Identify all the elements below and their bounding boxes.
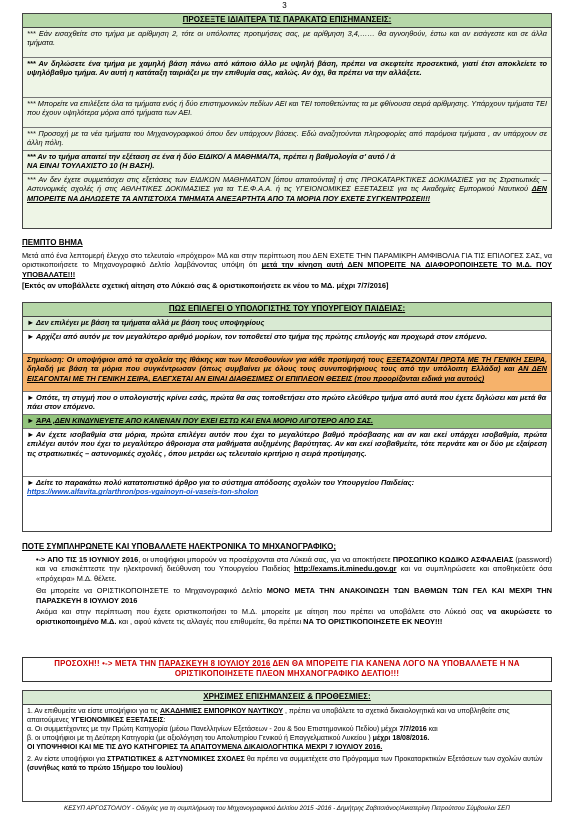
note-4: *** Προσοχή με τα νέα τμήματα του Μηχανογραφικού όπου δεν υπάρχουν βάσεις. Εδώ αναζητούνται πληροφορίες από παρόμοια τμήματα , αν υπάρχουν σε άλλη πόλη. <box>23 128 551 151</box>
arrow-bullet-icon: ► <box>27 477 35 487</box>
deadline-2-text2: θα πρέπει να συμμετέχετε στο Πρόγραμμα των Προκαταρκτικών Εξετάσεων των σχολών αυτών <box>244 755 543 763</box>
submission-start-date: •-> ΑΠΟ ΤΙΣ 15 ΙΟΥΝΙΟΥ 2016 <box>36 554 139 564</box>
rule-3-note <box>23 354 551 392</box>
submission-section <box>22 542 552 627</box>
rule-7 <box>23 477 551 500</box>
deadline-2 <box>27 755 547 773</box>
deadline-a-date: 7/7/2016 <box>399 726 427 734</box>
arrow-bullet-icon: ► <box>27 392 35 402</box>
note-6 <box>23 174 551 212</box>
arrow-bullet-icon: ► <box>27 331 35 341</box>
warning-box <box>22 657 552 682</box>
rule-3-general: ΕΞΕΤΑΖΟΝΤΑΙ ΠΡΩΤΑ ΜΕ ΤΗ ΓΕΝΙΚΗ ΣΕΙΡΑ <box>386 354 545 364</box>
note-1: *** Εάν εισαχθείτε στο τμήμα με αρίθμηση 2, τότε οι υπόλοιπες προτιμήσεις σας, με αρίθμηση 3,4,…… θα αγνοηθούν, έστω και αν εισάγεστε και σε άλλα τμήματα. <box>23 28 551 58</box>
fifth-step-note: [Εκτός αν υποβάλλετε σχετική αίτηση στο Λύκειό σας & οριστικοποιήσετε εκ νέου το ΜΔ. μέχρι 7/7/2016] <box>22 280 389 290</box>
deadlines-title: ΧΡΗΣΙΜΕΣ ΕΠΙΣΗΜΑΝΣΕΙΣ & ΠΡΟΘΕΣΜΙΕΣ: <box>23 691 551 705</box>
deadline-1-text2: , πρέπει να υποβάλετε τα σχετικά δικαιολογητικά και να υποβληθείτε στις απαιτούμενες <box>27 707 510 724</box>
attention-notes-box <box>22 13 552 229</box>
rule-3-extra: ΑΝ ΔΕΝ ΕΙΣΑΓΟΝΤΑΙ ΜΕ ΤΗ ΓΕΝΙΚΗ ΣΕΙΡΑ, ΕΛΕΓΧΕΤΑΙ ΑΝ ΕΙΝΑΙ ΔΙΑΘΕΣΙΜΕΣ ΟΙ ΕΠΙΠΛΕΟΝ ΘΕΣΕΙΣ (που προορίζονται ειδικά για αυτούς) <box>27 364 547 384</box>
rule-3-mid: , δηλαδή με βάση τα μόρια που συγκέντρωσαν (όπως συμβαίνει με όλους τους συνυποψήφιους τους από την υπόλοιπη Ελλάδα) και <box>27 354 547 374</box>
rule-5 <box>23 415 551 429</box>
exams-url-link[interactable]: http://exams.it.minedu.gov.gr <box>294 564 397 574</box>
rule-2 <box>23 331 551 354</box>
note-5-text: *** Αν το τμήμα απαιτεί την εξέταση σε ένα ή δύο ΕΙΔΙΚΟ/ Α ΜΑΘΗΜΑ/ΤΑ, πρέπει η βαθμολογία σ' αυτό / ά <box>27 151 396 161</box>
submission-title: ΠΟΤΕ ΣΥΜΠΛΗΡΩΝΕΤΕ ΚΑΙ ΥΠΟΒΑΛΛΕΤΕ ΗΛΕΚΤΡΟΝΙΚΑ ΤΟ ΜΗΧΑΝΟΓΡΑΦΙΚΟ; <box>22 542 337 551</box>
arrow-bullet-icon: ► <box>27 415 35 425</box>
fifth-step-body <box>22 251 552 280</box>
note-6-text: *** Αν δεν έχετε συμμετάσχει στις εξετάσεις των ΕΙΔΙΚΩΝ ΜΑΘΗΜΑΤΩΝ [όπου απαιτούνται] ή στις ΠΡΟΚΑΤΑΡΚΤΙΚΕΣ ΔΟΚΙΜΑΣΙΕΣ για τις Στρατιωτικές – Αστυνομικές σχολές ή στις ΑΘΛΗΤΙΚΕΣ ΔΟΚΙΜΑΣΙΕΣ για τα Τ.Ε.Φ.Α.Α. ή τις ΥΓΕΙΟΝΟΜΙΚΕΣ ΕΞΕΤΑΣΕΙΣ για τις Ακαδημίες Εμπορικού Ναυτικού <box>27 174 547 194</box>
cancel-finalized: να ακυρώσετε το οριστικοποιημένο Μ.Δ. <box>36 607 552 627</box>
note-2: *** Αν δηλώσετε ένα τμήμα με χαμηλή βάση πάνω από κάποιο άλλο με υψηλή βάση, πρέπει να σκεφτείτε προσεκτικά, γιατί έτσι αποκλείετε το υψηλόβαθμο τμήμα. Αν αυτή η κατάταξη ταιριάζει με την επιθυμία σας, καλώς. Αν όχι, θα πρέπει να την αλλάξετε. <box>23 58 551 98</box>
submission-p1-text3: και να συμπληρώσετε και αποθηκεύετε όσα «πρόχειρα» Μ.Δ. θέλετε. <box>36 564 552 584</box>
deadline-1-text3: : <box>163 716 166 724</box>
rule-3-text: Σημείωση: Οι υποψήφιοι από τα σχολεία της Ιθάκης και των Μεσοθουνίων για κάθε προτίμησή τους <box>27 354 387 364</box>
refinalize: ΝΑ ΤΟ ΟΡΙΣΤΙΚΟΠΟΙΗΣΕΤΕ ΕΚ ΝΕΟΥ!!! <box>303 617 443 627</box>
submission-p2-text: Θα μπορείτε να ΟΡΙΣΤΙΚΟΠΟΙΗΣΕΤΕ το Μηχανογραφικό Δελτίο <box>36 585 267 595</box>
rule-6-text: Αν έχετε ισοβαθμία στα μόρια, πρώτα επιλέγει αυτόν που έχει το μεγαλύτερο βαθμό πρόσβασης και αν και εκεί υπάρχει ισοβαθμία, πρώτα επιλέγει αυτόν που έχει το μεγαλύτερο άθροισμα στα μαθήματα αυξημένης βαρύτητας. Αν και εκεί ισοβαθμείτε, τότε περνάτε και οι δύο με εξαίρεση τις στρατιωτικές – αστυνομικές σχολές , όπου μετράει ως τελευταίο κριτήριο η σειρά προτίμησης. <box>27 429 547 459</box>
arrow-bullet-icon: ► <box>27 317 35 327</box>
attention-notes-title: ΠΡΟΣΕΞΤΕ ΙΔΙΑΙΤΕΡΑ ΤΙΣ ΠΑΡΑΚΑΤΩ ΕΠΙΣΗΜΑΝΣΕΙΣ: <box>23 14 551 28</box>
military-schools: ΣΤΡΑΤΙΩΤΙΚΕΣ & ΑΣΤΥΝΟΜΙΚΕΣ ΣΧΟΛΕΣ <box>107 755 245 763</box>
article-link[interactable]: https://www.alfavita.gr/arthron/pos-vgainoyn-oi-vaseis-ton-sholon <box>27 487 259 497</box>
deadline-docs-date: ΤΑ ΑΠΑΙΤΟΥΜΕΝΑ ΔΙΚΑΙΟΛΟΓΗΤΙΚΑ ΜΕΧΡΙ 7 ΙΟΥΛΙΟΥ 2016. <box>179 744 383 752</box>
merchant-marine: ΑΚΑΔΗΜΙΕΣ ΕΜΠΟΡΙΚΟΥ ΝΑΥΤΙΚΟΥ <box>159 707 284 715</box>
deadline-b <box>27 734 547 743</box>
deadline-2-period: (συνήθως κατά το πρώτο 15ήμερο του Ιουλίου) <box>27 764 183 772</box>
deadline-2-text: 2. Αν είστε υποψήφιοι για <box>27 755 108 763</box>
submission-p1-text: , οι υποψήφιοι μπορούν να προσέρχονται στα Λύκειά σας, για να αποκτήσετε <box>138 554 393 564</box>
rule-6 <box>23 429 551 477</box>
rule-4 <box>23 392 551 415</box>
deadline-docs-text: ΟΙ ΥΠΟΨΗΦΙΟΙ ΚΑΙ ΜΕ ΤΙΣ ΔΥΟ ΚΑΤΗΓΟΡΙΕΣ <box>27 744 180 752</box>
warning-text2: ΔΕΝ ΘΑ ΜΠΟΡΕΙΤΕ ΓΙΑ ΚΑΝΕΝΑ ΛΟΓΟ ΝΑ ΥΠΟΒΑΛΛΕΤΕ Η ΝΑ ΟΡΙΣΤΙΚΟΠΟΙΗΣΕΤΕ ΠΛΕΟΝ ΜΗΧΑΝΟΓΡΑΦΙΚΟ ΔΕΛΤΙΟ!!! <box>174 659 520 679</box>
security-code: ΠΡΟΣΩΠΙΚΟ ΚΩΔΙΚΟ ΑΣΦΑΛΕΙΑΣ <box>392 554 514 564</box>
fifth-step-title: ΠΕΜΠΤΟ ΒΗΜΑ <box>22 238 83 247</box>
deadline-docs <box>27 743 547 752</box>
warning-text: ΜΕΤΑ ΤΗΝ <box>112 659 159 668</box>
rule-7-text: Δείτε το παρακάτω πολύ κατατοπιστικό άρθρο για το σύστημα απόδοσης σχολών του Υπουργείου Παιδείας: <box>36 477 415 487</box>
submission-p3-text2: και , αφού κάνετε τις αλλαγές που επιθυμείτε, θα πρέπει <box>116 617 304 627</box>
health-exams: ΥΓΕΙΟΝΟΜΙΚΕΣ ΕΞΕΤΑΣΕΙΣ <box>70 716 164 724</box>
rule-2-text: Αρχίζει από αυτόν με τον μεγαλύτερο αριθμό μορίων, τον τοποθετεί στο τμήμα της πρώτης επιλογής και προχωρά στον επόμενο. <box>36 331 488 341</box>
deadline-a-text: α. Οι συμμετέχοντες με την Πρώτη Κατηγορία (μέσω Πανελληνίων Εξετάσεων - 2ου & 5ου Επιστημονικού Πεδίου) μέχρι <box>27 726 400 734</box>
note-3: *** Μπορείτε να επιλέξετε όλα τα τμήματα ενός ή δύο επιστημονικών πεδίων ΑΕΙ και ΤΕΙ τοποθετώντας τα με φθίνουσα σειρά αρίθμησης. Υπάρχουν τμήματα ΤΕΙ που έχουν υψηλότερα μόρια από τμήματα των ΑΕΙ. <box>23 98 551 128</box>
computer-selection-box <box>22 302 552 532</box>
deadlines-box <box>22 690 552 802</box>
rule-1-text: Δεν επιλέγει με βάση τα τμήματα αλλά με βάση τους υποψηφίους <box>36 317 265 327</box>
fifth-step-text: Μετά από ένα λεπτομερή έλεγχο στο τελευταίο «πρόχειρο» ΜΔ και στην περίπτωση που ΔΕΝ ΕΧΕΤΕ ΤΗΝ ΠΑΡΑΜΙΚΡΗ ΑΜΦΙΒΟΛΙΑ ΓΙΑ ΤΙΣ ΕΠΙΛΟΓΕΣ ΣΑΣ, να οριστικοποιήσετε το Μηχανογραφικό Δελτίο λαμβάνοντας υπόψη ότι <box>22 250 552 270</box>
submission-p1-text2: (password) και να επισκέπτεστε την ηλεκτρονική διεύθυνση του Υπουργείου Παιδείας <box>36 554 552 574</box>
deadline-b-date: μέχρι 18/08/2016. <box>372 735 430 743</box>
submission-p2 <box>22 586 552 606</box>
arrow-bullet-icon: ► <box>27 429 35 439</box>
fifth-step-section <box>22 238 552 291</box>
submission-p3 <box>22 607 552 627</box>
note-5 <box>23 151 551 174</box>
deadlines-body <box>23 705 551 776</box>
rule-4-text: Οπότε, τη στιγμή που ο υπολογιστής κρίνει εσάς, πρώτα θα σας τοποθετήσει στο πρώτο ελεύθερο τμήμα από αυτά που έχετε δηλώσει και μετά θα πάει στον επόμενο. <box>27 392 547 412</box>
deadline-b-text: β. οι υποψήφιοι με τη Δεύτερη Κατηγορία (με αξιολόγηση του Απολυτηρίου Γενικού ή Επαγγελματικού Λυκείου ) <box>27 735 373 743</box>
page-footer: ΚΕΣΥΠ ΑΡΓΟΣΤΟΛΙΟΥ - Οδηγίες για τη συμπλήρωση του Μηχανογραφικού Δελτίου 2015 -2016 - Δημήτρης Ζαβιτσιάνος/Αικατερίνη Πετρούτσου Σύμβουλοι ΣΕΠ <box>64 805 510 812</box>
submission-deadline: ΜΟΝΟ ΜΕΤΑ ΤΗΝ ΑΝΑΚΟΙΝΩΣΗ ΤΩΝ ΒΑΘΜΩΝ ΤΩΝ ΓΕΛ ΚΑΙ ΜΕΧΡΙ ΤΗΝ ΠΑΡΑΣΚΕΥΗ 8 ΙΟΥΛΙΟΥ 2016 <box>36 585 552 605</box>
computer-selection-title: ΠΩΣ ΕΠΙΛΕΓΕΙ Ο ΥΠΟΛΟΓΙΣΤΗΣ ΤΟΥ ΥΠΟΥΡΓΕΙΟΥ ΠΑΙΔΕΙΑΣ: <box>23 303 551 317</box>
deadline-a-text2: και <box>426 726 438 734</box>
page-number: 3 <box>282 1 287 10</box>
warning-date: ΠΑΡΑΣΚΕΥΗ 8 ΙΟΥΛΙΟΥ 2016 <box>158 659 271 668</box>
rule-5-text: ΆΡΑ ,ΔΕΝ ΚΙΝΔΥΝΕΥΕΤΕ ΑΠΟ ΚΑΝΕΝΑΝ ΠΟΥ ΕΧΕΙ ΕΣΤΩ ΚΑΙ ΕΝΑ ΜΟΡΙΟ ΛΙΓΟΤΕΡΟ ΑΠΟ ΣΑΣ. <box>36 415 374 425</box>
rule-1 <box>23 317 551 331</box>
deadline-a <box>27 725 547 734</box>
warning-label: ΠΡΟΣΟΧΗ!! •-> <box>54 659 113 668</box>
note-6-emphasis: ΔΕΝ ΜΠΟΡΕΙΤΕ ΝΑ ΔΗΛΩΣΕΤΕ ΤΑ ΑΝΤΙΣΤΟΙΧΑ ΤΜΗΜΑΤΑ ΑΝΕΞΑΡΤΗΤΑ ΑΠΟ ΤΑ ΜΟΡΙΑ ΠΟΥ ΕΧΕΤΕ ΣΥΓΚΕΝΤΡΩΣΕΙ!!! <box>27 184 547 204</box>
note-5-emphasis: ΝΑ ΕΙΝΑΙ ΤΟΥΛΑΧΙΣΤΟ 10 (Η ΒΑΣΗ). <box>27 161 155 171</box>
submission-p1 <box>22 555 552 584</box>
fifth-step-warning: μετά την κίνηση αυτή ΔΕΝ ΜΠΟΡΕΙΤΕ ΝΑ ΔΙΑΦΟΡΟΠΟΙΗΣΕΤΕ ΤΟ Μ.Δ. ΠΟΥ ΥΠΟΒΑΛΑΤΕ!!! <box>22 260 552 280</box>
submission-p3-text: Ακόμα και στην περίπτωση που έχετε οριστικοποιήσει το Μ.Δ. μπορείτε με αίτηση που πρέπει να υποβάλετε στο Λύκειό σας <box>36 607 488 617</box>
deadline-1-text: 1. Αν επιθυμείτε να είστε υποψήφιοι για τις <box>27 707 160 715</box>
deadline-1 <box>27 707 547 725</box>
